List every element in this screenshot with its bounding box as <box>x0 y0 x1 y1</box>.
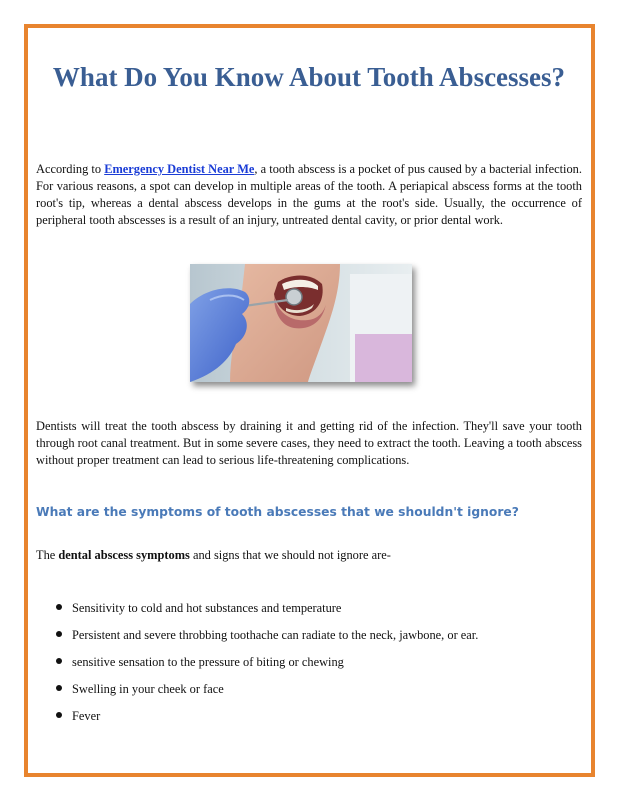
symptoms-intro <box>36 547 582 564</box>
bullet-icon <box>56 631 62 637</box>
emergency-dentist-link[interactable]: Emergency Dentist Near Me <box>104 162 255 176</box>
symptoms-intro-bold: dental abscess symptoms <box>58 548 190 562</box>
symptoms-list <box>36 600 582 735</box>
list-item <box>36 627 582 654</box>
intro-text-before: According to <box>36 162 105 176</box>
symptoms-intro-after: and signs that we should not ignore are- <box>189 548 391 562</box>
symptoms-intro-before: The <box>36 548 59 562</box>
bullet-icon <box>56 712 62 718</box>
bullet-icon <box>56 685 62 691</box>
list-item <box>36 681 582 708</box>
symptoms-heading: What are the symptoms of tooth abscesses that we shouldn't ignore? <box>36 505 519 519</box>
list-item <box>36 654 582 681</box>
list-item <box>36 600 582 627</box>
list-item-text: Fever <box>72 709 101 723</box>
list-item-text: Swelling in your cheek or face <box>72 682 224 696</box>
list-item-text: Persistent and severe throbbing toothache can radiate to the neck, jawbone, or ear. <box>72 628 479 642</box>
intro-text-after: , a tooth abscess is a pocket of pus caused by a bacterial infection. For various reasons, a spot can develop in multiple areas of the tooth. A periapical abscess forms at the tooth root's tip, whereas a dental abscess develops in the gums at the root's side. Usually, the occurrence of peripheral tooth abscesses is a result of an injury, untreated dental cavity, or prior dental work. <box>36 162 582 227</box>
bullet-icon <box>56 604 62 610</box>
intro-paragraph <box>36 161 582 229</box>
treatment-paragraph: Dentists will treat the tooth abscess by draining it and getting rid of the infection. They'll save your tooth through root canal treatment. But in some severe cases, they need to extract the tooth. Leaving a tooth abscess without proper treatment can lead to serious life-threatening complications. <box>36 419 582 467</box>
list-item-text: Sensitivity to cold and hot substances and temperature <box>72 601 342 615</box>
page-title: What Do You Know About Tooth Abscesses? <box>52 62 566 92</box>
list-item <box>36 708 582 735</box>
bullet-icon <box>56 658 62 664</box>
dental-exam-photo <box>190 264 412 382</box>
list-item-text: sensitive sensation to the pressure of biting or chewing <box>72 655 344 669</box>
